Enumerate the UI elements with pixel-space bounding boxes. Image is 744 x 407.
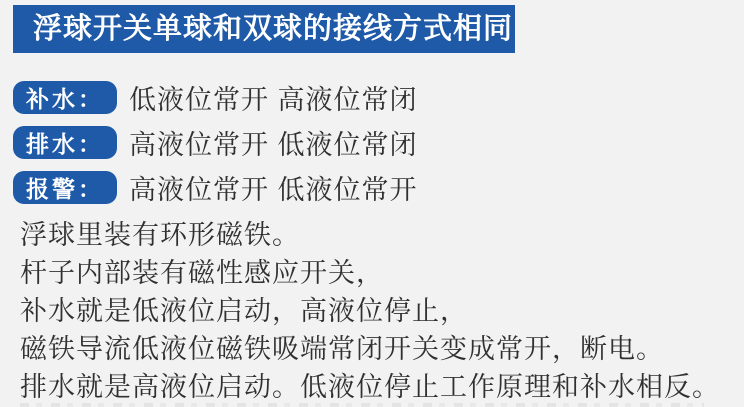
description-line: 杆子内部装有磁性感应开关， xyxy=(20,258,384,288)
description-line: 补水就是低液位启动，高液位停止， xyxy=(20,296,468,326)
page-title: 浮球开关单球和双球的接线方式相同 xyxy=(13,5,515,53)
wiring-row-drainage xyxy=(13,126,418,159)
water-supply-wiring-text: 低液位常开 高液位常闭 xyxy=(129,85,418,115)
description-line: 排水就是高液位启动。低液位停止工作原理和补水相反。 xyxy=(20,372,720,402)
drainage-badge: 排水： xyxy=(13,126,117,159)
wiring-row-alarm xyxy=(13,171,418,204)
alarm-wiring-text: 高液位常开 低液位常开 xyxy=(129,175,418,205)
description-line: 磁铁导流低液位磁铁吸端常闭开关变成常开，断电。 xyxy=(20,334,664,364)
description-line: 浮球里装有环形磁铁。 xyxy=(20,220,300,250)
drainage-wiring-text: 高液位常开 低液位常闭 xyxy=(129,130,418,160)
water-supply-badge: 补水： xyxy=(13,81,117,114)
wiring-row-water-supply xyxy=(13,81,418,114)
working-principle-description xyxy=(20,216,730,406)
alarm-badge: 报警： xyxy=(13,171,117,204)
cutoff-text-remnant xyxy=(20,403,704,407)
